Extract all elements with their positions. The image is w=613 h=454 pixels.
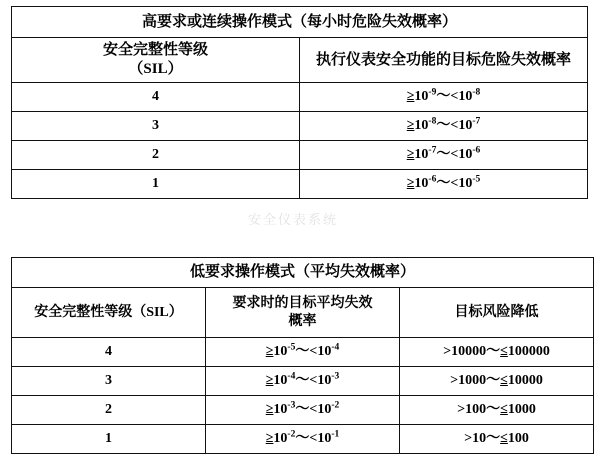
lt-symbol: <	[309, 402, 318, 418]
base: 10	[414, 176, 429, 192]
table2-rrf-value	[400, 367, 594, 396]
base: 10	[458, 118, 473, 134]
table1-probability-value	[300, 83, 588, 112]
base: 10	[317, 373, 332, 389]
ge-symbol: ≥	[265, 402, 274, 418]
base: 10	[273, 431, 288, 447]
table2-pfd-value	[206, 425, 400, 454]
gt-symbol: >	[457, 402, 466, 418]
base: 10	[273, 402, 288, 418]
value: 10000	[507, 373, 543, 389]
lt-symbol: <	[309, 373, 318, 389]
range-separator: ～	[295, 373, 310, 389]
exponent: -1	[331, 429, 340, 440]
ge-symbol: ≥	[265, 431, 274, 447]
base: 10	[414, 147, 429, 163]
base: 10	[458, 176, 473, 192]
table2-header-rrf: 目标风险降低	[400, 288, 594, 338]
exponent: -7	[472, 116, 481, 127]
ge-symbol: ≥	[406, 176, 415, 192]
table2-sil-value: 1	[12, 425, 206, 454]
exponent: -8	[428, 116, 437, 127]
table1-header-target: 执行仪表安全功能的目标危险失效概率	[300, 38, 588, 83]
ge-symbol: ≥	[406, 147, 415, 163]
table-row	[12, 258, 594, 288]
exponent: -6	[428, 174, 437, 185]
table1-sil-value: 2	[12, 141, 300, 170]
table2-pfd-value	[206, 367, 400, 396]
range-separator: ～	[436, 176, 451, 192]
exponent: -3	[287, 400, 296, 411]
exponent: -8	[472, 87, 481, 98]
value: 100	[507, 431, 529, 447]
table-row	[12, 7, 588, 38]
exponent: -7	[428, 145, 437, 156]
ge-symbol: ≥	[265, 373, 274, 389]
table2-header-sil: 安全完整性等级（SIL）	[12, 288, 206, 338]
exponent: -3	[331, 371, 340, 382]
table2-rrf-value	[400, 396, 594, 425]
table1-sil-value: 1	[12, 170, 300, 199]
table-low-demand-mode	[11, 257, 594, 454]
table-row	[12, 425, 594, 454]
table1-header-sil-line2: （SIL）	[128, 61, 183, 77]
table2-header-pfd	[206, 288, 400, 338]
value: 1000	[458, 373, 487, 389]
le-symbol: ≤	[500, 402, 508, 418]
table1-probability-value	[300, 170, 588, 199]
range-separator: ～	[436, 147, 451, 163]
table2-pfd-value	[206, 338, 400, 367]
gt-symbol: >	[450, 373, 459, 389]
range-separator: ～	[436, 118, 451, 134]
range-separator: ～	[295, 344, 310, 360]
gt-symbol: >	[464, 431, 473, 447]
base: 10	[458, 147, 473, 163]
table2-title: 低要求操作模式（平均失效概率）	[12, 258, 594, 288]
lt-symbol: <	[309, 431, 318, 447]
exponent: -6	[472, 145, 481, 156]
table2-header-pfd-line1: 要求时的目标平均失效	[232, 296, 373, 311]
base: 10	[414, 89, 429, 105]
value: 100	[465, 402, 487, 418]
table-row	[12, 170, 588, 199]
table1-header-sil	[12, 38, 300, 83]
exponent: -9	[428, 87, 437, 98]
lt-symbol: <	[450, 147, 459, 163]
le-symbol: ≤	[500, 344, 508, 360]
exponent: -4	[287, 371, 296, 382]
ge-symbol: ≥	[406, 118, 415, 134]
base: 10	[273, 344, 288, 360]
table-header-row	[12, 38, 588, 83]
lt-symbol: <	[450, 118, 459, 134]
ge-symbol: ≥	[265, 344, 274, 360]
table2-sil-value: 4	[12, 338, 206, 367]
table1-header-sil-line1: 安全完整性等级	[102, 42, 208, 59]
base: 10	[317, 431, 332, 447]
table-row	[12, 396, 594, 425]
range-separator: ～	[295, 402, 310, 418]
table2-pfd-value	[206, 396, 400, 425]
lt-symbol: <	[450, 89, 459, 105]
exponent: -2	[331, 400, 340, 411]
range-separator: ～	[486, 344, 501, 360]
table1-sil-value: 4	[12, 83, 300, 112]
ge-symbol: ≥	[406, 89, 415, 105]
base: 10	[317, 344, 332, 360]
le-symbol: ≤	[500, 431, 508, 447]
value: 100000	[507, 344, 550, 360]
range-separator: ～	[486, 402, 501, 418]
value: 10	[472, 431, 487, 447]
range-separator: ～	[486, 373, 501, 389]
table2-header-pfd-line2: 概率	[288, 313, 317, 329]
lt-symbol: <	[450, 176, 459, 192]
table-row	[12, 338, 594, 367]
base: 10	[317, 402, 332, 418]
lt-symbol: <	[309, 344, 318, 360]
table-row	[12, 83, 588, 112]
base: 10	[414, 118, 429, 134]
exponent: -5	[472, 174, 481, 185]
le-symbol: ≤	[500, 373, 508, 389]
exponent: -2	[287, 429, 296, 440]
table1-probability-value	[300, 141, 588, 170]
table-header-row	[12, 288, 594, 338]
table-high-demand-mode	[11, 6, 588, 199]
table2-rrf-value	[400, 425, 594, 454]
table1-probability-value	[300, 112, 588, 141]
table2-sil-value: 2	[12, 396, 206, 425]
range-separator: ～	[295, 431, 310, 447]
gt-symbol: >	[443, 344, 452, 360]
base: 10	[458, 89, 473, 105]
table1-sil-value: 3	[12, 112, 300, 141]
table-row	[12, 112, 588, 141]
range-separator: ～	[436, 89, 451, 105]
table1-title: 高要求或连续操作模式（每小时危险失效概率）	[12, 7, 588, 38]
watermark-text: 安全仪表系统	[248, 212, 339, 227]
value: 10000	[451, 344, 487, 360]
exponent: -5	[287, 342, 296, 353]
base: 10	[273, 373, 288, 389]
table2-rrf-value	[400, 338, 594, 367]
table2-sil-value: 3	[12, 367, 206, 396]
exponent: -4	[331, 342, 340, 353]
table-row	[12, 367, 594, 396]
table-row	[12, 141, 588, 170]
range-separator: ～	[486, 431, 501, 447]
value: 1000	[507, 402, 536, 418]
